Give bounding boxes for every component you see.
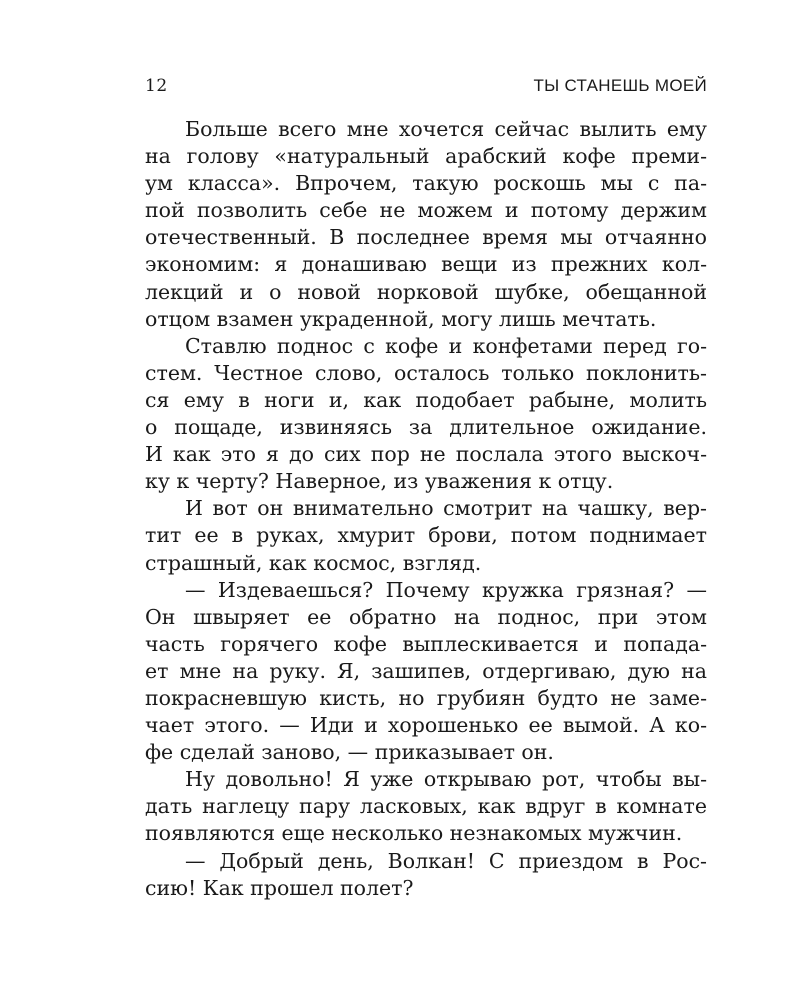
text-line: отцом взамен украденной, могу лишь мечтать.	[145, 306, 657, 331]
running-head	[145, 76, 707, 102]
text-line: появляются еще несколько незнакомых мужчин.	[145, 821, 683, 846]
text-line: сию! Как прошел полет?	[145, 875, 414, 900]
text-line: отечественный. В последнее время мы отчаянно	[145, 225, 707, 250]
text-line: стем. Честное слово, осталось только поклонить-	[145, 360, 707, 385]
text-line: пой позволить себе не можем и потому держим	[145, 198, 707, 223]
text-line: Ну довольно! Я уже открываю рот, чтобы вы-	[185, 767, 707, 792]
text-line: о пощаде, извиняясь за длительное ожидание.	[145, 415, 707, 440]
text-line: лекций и о новой норковой шубке, обещанной	[145, 279, 707, 304]
text-line: ся ему в ноги и, как подобает рабыне, молить	[145, 387, 707, 412]
text-line: часть горячего кофе выплескивается и попада-	[145, 631, 707, 656]
book-page	[145, 76, 707, 902]
text-line: — Издеваешься? Почему кружка грязная? —	[185, 577, 707, 602]
text-line: страшный, как космос, взгляд.	[145, 550, 482, 575]
book-title: ТЫ СТАНЕШЬ МОЕЙ	[533, 76, 707, 95]
page-number: 12	[145, 76, 168, 96]
text-line: ум класса». Впрочем, такую роскошь мы с па-	[145, 171, 707, 196]
text-line: Ставлю поднос с кофе и конфетами перед го-	[185, 333, 707, 358]
text-line: экономим: я донашиваю вещи из прежних кол-	[145, 252, 707, 277]
text-line: Он швыряет ее обратно на поднос, при этом	[145, 604, 707, 629]
text-line: ку к черту? Наверное, из уважения к отцу.	[145, 469, 614, 494]
text-line: ет мне на руку. Я, зашипев, отдергиваю, дую на	[145, 658, 707, 683]
text-line: покрасневшую кисть, но грубиян будто не заме-	[145, 685, 707, 710]
text-line: дать наглецу пару ласковых, как вдруг в комнате	[145, 794, 707, 819]
text-line: фе сделай заново, — приказывает он.	[145, 740, 554, 765]
text-line: И как это я до сих пор не послала этого выскоч-	[145, 442, 707, 467]
text-line: Больше всего мне хочется сейчас вылить ему	[185, 117, 707, 141]
text-line: — Добрый день, Волкан! С приездом в Рос-	[185, 848, 707, 873]
text-line: на голову «натуральный арабский кофе преми-	[145, 144, 707, 169]
text-line: И вот он внимательно смотрит на чашку, вер-	[185, 496, 707, 521]
text-line: тит ее в руках, хмурит брови, потом поднимает	[145, 523, 707, 548]
text-line: чает этого. — Иди и хорошенько ее вымой. А ко-	[145, 713, 707, 738]
body-text	[145, 116, 707, 902]
